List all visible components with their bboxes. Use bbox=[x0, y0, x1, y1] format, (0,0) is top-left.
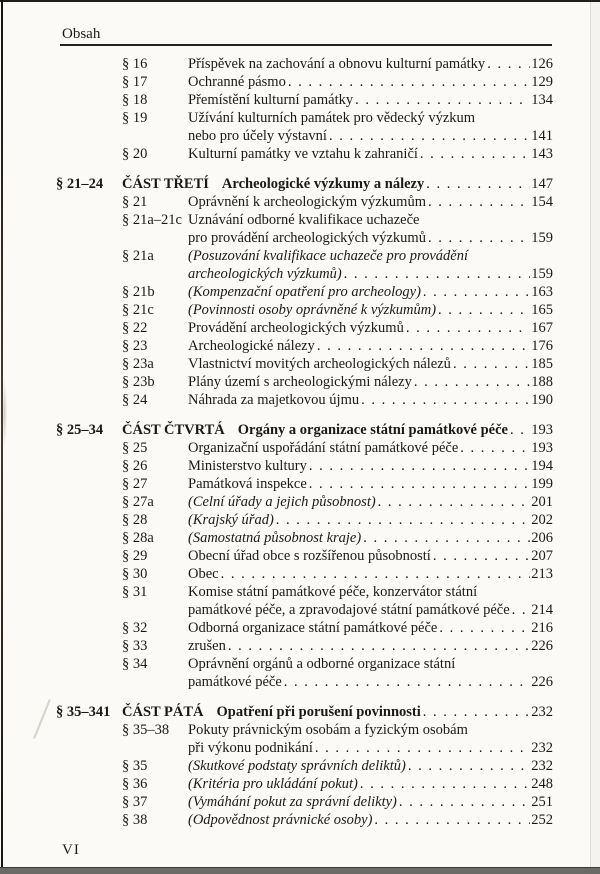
section-label: § 37 bbox=[122, 794, 148, 810]
entry-title: Ochranné pásmo bbox=[188, 74, 286, 90]
page-ref: 129 bbox=[531, 74, 553, 90]
scan-edge-right-line bbox=[590, 0, 591, 874]
entry-title: (Krajský úřad) bbox=[188, 512, 274, 528]
section-label: § 23 bbox=[122, 338, 148, 354]
part-range-label: § 25–34 bbox=[56, 422, 104, 438]
part-range-label bbox=[56, 373, 122, 391]
toc-row bbox=[56, 265, 553, 283]
scan-edge-top bbox=[0, 0, 600, 2]
entry-title: Provádění archeologických výzkumů bbox=[188, 320, 404, 336]
toc-line bbox=[122, 421, 553, 439]
entry-title: Orgány a organizace státní památkové péče bbox=[237, 422, 508, 438]
toc-row bbox=[56, 301, 553, 319]
toc-line bbox=[188, 583, 553, 601]
part-range-label bbox=[56, 193, 122, 211]
toc-row bbox=[56, 283, 553, 301]
page-ref: 134 bbox=[531, 92, 553, 108]
dot-leader bbox=[439, 619, 530, 637]
toc-row bbox=[56, 601, 553, 619]
dot-leader bbox=[228, 637, 530, 655]
page-ref: 185 bbox=[531, 356, 553, 372]
toc-line bbox=[188, 655, 553, 673]
part-range-label bbox=[56, 391, 122, 409]
part-range-label bbox=[56, 565, 122, 583]
dot-leader bbox=[428, 193, 530, 211]
page-ref: 226 bbox=[531, 638, 553, 654]
section-label: § 18 bbox=[122, 92, 148, 108]
entry-title: (Odpovědnost právnické osoby) bbox=[188, 812, 373, 828]
entry-title: zrušen bbox=[188, 638, 226, 654]
toc-line bbox=[122, 703, 553, 721]
part-range-label bbox=[56, 247, 122, 265]
section-label bbox=[122, 265, 188, 283]
dot-leader bbox=[406, 319, 530, 337]
toc-row bbox=[56, 547, 553, 565]
toc-row bbox=[56, 439, 553, 457]
page-ref: 165 bbox=[531, 302, 553, 318]
toc-line bbox=[188, 757, 553, 775]
toc-row bbox=[56, 775, 553, 793]
part-range-label bbox=[56, 337, 122, 355]
dot-leader bbox=[284, 673, 530, 691]
entry-title: Přemístění kulturní památky bbox=[188, 92, 354, 108]
toc-line bbox=[188, 529, 553, 547]
section-label: § 32 bbox=[122, 620, 148, 636]
section-label: § 38 bbox=[122, 812, 148, 828]
section-label: § 17 bbox=[122, 74, 148, 90]
toc-line bbox=[188, 391, 553, 409]
section-label: § 23a bbox=[122, 356, 154, 372]
section-label: § 27 bbox=[122, 476, 148, 492]
section-label: § 24 bbox=[122, 392, 148, 408]
part-range-label bbox=[56, 73, 122, 91]
part-range-label bbox=[56, 673, 122, 691]
part-range-label bbox=[56, 601, 122, 619]
part-range-label bbox=[56, 811, 122, 829]
toc-row bbox=[56, 457, 553, 475]
toc-row bbox=[56, 91, 553, 109]
toc-row bbox=[56, 583, 553, 601]
part-range-label bbox=[56, 439, 122, 457]
toc-row bbox=[56, 355, 553, 373]
toc-line bbox=[188, 355, 553, 373]
toc-line bbox=[188, 457, 553, 475]
dot-leader bbox=[360, 775, 530, 793]
toc-row bbox=[56, 145, 553, 163]
page-ref: 206 bbox=[531, 530, 553, 546]
entry-title: pro provádění archeologických výzkumů bbox=[188, 230, 426, 246]
toc-row bbox=[56, 721, 553, 739]
entry-title: (Skutkové podstaty správních deliktů) bbox=[188, 758, 406, 774]
toc-row bbox=[56, 565, 553, 583]
toc-line bbox=[188, 247, 553, 265]
dot-leader bbox=[276, 511, 530, 529]
dot-leader bbox=[512, 601, 531, 619]
page-ref: 194 bbox=[531, 458, 553, 474]
entry-title: Obec bbox=[188, 566, 219, 582]
toc-line bbox=[188, 439, 553, 457]
page-ref: 252 bbox=[531, 812, 553, 828]
entry-title: Opatření při porušení povinnosti bbox=[216, 704, 421, 720]
dot-leader bbox=[288, 73, 530, 91]
toc-line bbox=[188, 73, 553, 91]
dot-leader bbox=[438, 301, 530, 319]
toc-line bbox=[188, 637, 553, 655]
entry-title: památkové péče bbox=[188, 674, 282, 690]
toc-row bbox=[56, 229, 553, 247]
section-label: § 30 bbox=[122, 566, 148, 582]
section-label: § 23b bbox=[122, 374, 155, 390]
part-range-label bbox=[56, 355, 122, 373]
entry-title: archeologických výzkumů) bbox=[188, 266, 342, 282]
section-label: § 21a bbox=[122, 248, 154, 264]
section-label: § 34 bbox=[122, 656, 148, 672]
page-ref: 143 bbox=[531, 146, 553, 162]
header-rule bbox=[60, 44, 552, 46]
section-label bbox=[122, 229, 188, 247]
dot-leader bbox=[487, 55, 530, 73]
entry-title: Organizační uspořádání státní památkové péče bbox=[188, 440, 459, 456]
section-label: § 19 bbox=[122, 110, 148, 126]
entry-title: Uznávání odborné kvalifikace uchazeče bbox=[188, 212, 420, 228]
entry-title: Archeologické výzkumy a nálezy bbox=[221, 176, 425, 192]
toc-row bbox=[56, 319, 553, 337]
section-label: § 20 bbox=[122, 146, 148, 162]
toc-row bbox=[56, 373, 553, 391]
toc-line bbox=[188, 739, 553, 757]
part-range-label bbox=[56, 283, 122, 301]
toc-line bbox=[188, 145, 553, 163]
toc-row bbox=[56, 793, 553, 811]
toc-row bbox=[56, 739, 553, 757]
entry-title: Odborná organizace státní památkové péče bbox=[188, 620, 438, 636]
entry-title: Obecní úřad obce s rozšířenou působností bbox=[188, 548, 431, 564]
entry-title: památkové péče, a zpravodajové státní památkové péče bbox=[188, 602, 510, 618]
dot-leader bbox=[361, 391, 530, 409]
page-ref: 207 bbox=[531, 548, 553, 564]
entry-title: Komise státní památkové péče, konzervátor státní bbox=[188, 584, 478, 600]
part-range-label bbox=[56, 457, 122, 475]
toc-row bbox=[56, 193, 553, 211]
part-range-label bbox=[56, 529, 122, 547]
toc-row bbox=[56, 391, 553, 409]
entry-title: (Samostatná působnost kraje) bbox=[188, 530, 362, 546]
toc-row bbox=[56, 109, 553, 127]
toc-line bbox=[188, 319, 553, 337]
part-range-label bbox=[56, 319, 122, 337]
toc-line bbox=[188, 493, 553, 511]
page-ref: 126 bbox=[531, 56, 553, 72]
page-ref: 159 bbox=[531, 230, 553, 246]
toc-line bbox=[188, 283, 553, 301]
page-header-title: Obsah bbox=[62, 26, 101, 42]
page-ref: 214 bbox=[531, 602, 553, 618]
section-label: § 31 bbox=[122, 584, 148, 600]
toc-row bbox=[56, 247, 553, 265]
scan-smudge bbox=[2, 378, 7, 448]
section-label bbox=[122, 739, 188, 757]
section-label: § 36 bbox=[122, 776, 148, 792]
entry-title: Oprávnění orgánů a odborné organizace státní bbox=[188, 656, 456, 672]
section-label: § 27a bbox=[122, 494, 154, 510]
part-heading: ČÁST ČTVRTÁ bbox=[122, 422, 225, 438]
table-of-contents bbox=[56, 55, 553, 829]
entry-title: Plány území s archeologickými nálezy bbox=[188, 374, 412, 390]
toc-line bbox=[188, 565, 553, 583]
section-label: § 28 bbox=[122, 512, 148, 528]
page-ref: 193 bbox=[531, 422, 553, 438]
part-range-label bbox=[56, 145, 122, 163]
entry-title: Archeologické nálezy bbox=[188, 338, 315, 354]
page-ref: 202 bbox=[531, 512, 553, 528]
toc-row bbox=[56, 73, 553, 91]
section-label: § 25 bbox=[122, 440, 148, 456]
toc-line bbox=[188, 721, 553, 739]
toc-row bbox=[56, 529, 553, 547]
toc-row bbox=[56, 337, 553, 355]
toc-row bbox=[56, 811, 553, 829]
page-ref: 232 bbox=[531, 740, 553, 756]
part-range-label bbox=[56, 775, 122, 793]
toc-line bbox=[188, 337, 553, 355]
toc-line bbox=[188, 91, 553, 109]
dot-leader bbox=[317, 337, 530, 355]
toc-line bbox=[188, 475, 553, 493]
dot-leader bbox=[423, 703, 530, 721]
entry-title: Náhrada za majetkovou újmu bbox=[188, 392, 360, 408]
toc-row bbox=[56, 655, 553, 673]
toc-row bbox=[56, 475, 553, 493]
dot-leader bbox=[344, 265, 531, 283]
entry-title: (Povinnosti osoby oprávněné k výzkumům) bbox=[188, 302, 437, 318]
toc-row bbox=[56, 211, 553, 229]
dot-leader bbox=[426, 175, 530, 193]
toc-line bbox=[188, 511, 553, 529]
dot-leader bbox=[363, 529, 530, 547]
part-range-label bbox=[56, 265, 122, 283]
toc-line bbox=[188, 301, 553, 319]
part-range-label bbox=[56, 127, 122, 145]
toc-line bbox=[188, 55, 553, 73]
page-ref: 216 bbox=[531, 620, 553, 636]
toc-line bbox=[188, 547, 553, 565]
toc-line bbox=[188, 811, 553, 829]
part-range-label bbox=[56, 475, 122, 493]
scan-edge-right bbox=[590, 0, 600, 874]
page-ref: 147 bbox=[531, 176, 553, 192]
part-range-label bbox=[56, 109, 122, 127]
part-range-label bbox=[56, 493, 122, 511]
toc-row bbox=[56, 703, 553, 721]
toc-line bbox=[188, 775, 553, 793]
part-range-label: § 21–24 bbox=[56, 176, 104, 192]
toc-line bbox=[188, 265, 553, 283]
section-label bbox=[122, 673, 188, 691]
page-ref: 226 bbox=[531, 674, 553, 690]
dot-leader bbox=[329, 127, 530, 145]
toc-line bbox=[188, 109, 553, 127]
entry-title: Vlastnictví movitých archeologických nálezů bbox=[188, 356, 451, 372]
page-ref: 199 bbox=[531, 476, 553, 492]
toc-row bbox=[56, 637, 553, 655]
toc-row bbox=[56, 619, 553, 637]
toc-line bbox=[188, 193, 553, 211]
page-ref: 251 bbox=[531, 794, 553, 810]
entry-title: Ministerstvo kultury bbox=[188, 458, 307, 474]
entry-title: Užívání kulturních památek pro vědecký výzkum bbox=[188, 110, 476, 126]
part-heading: ČÁST PÁTÁ bbox=[122, 704, 204, 720]
toc-line bbox=[188, 373, 553, 391]
page-ref: 201 bbox=[531, 494, 553, 510]
part-range-label bbox=[56, 757, 122, 775]
dot-leader bbox=[374, 811, 530, 829]
dot-leader bbox=[433, 547, 530, 565]
section-label: § 21c bbox=[122, 302, 154, 318]
page-ref: 154 bbox=[531, 194, 553, 210]
dot-leader bbox=[460, 439, 530, 457]
page-ref: 193 bbox=[531, 440, 553, 456]
entry-title: Příspěvek na zachování a obnovu kulturní památky bbox=[188, 56, 486, 72]
entry-title: (Celní úřady a jejich působnost) bbox=[188, 494, 376, 510]
part-range-label bbox=[56, 55, 122, 73]
section-label: § 21 bbox=[122, 194, 148, 210]
section-label: § 28a bbox=[122, 530, 154, 546]
page-ref: 248 bbox=[531, 776, 553, 792]
entry-title: Oprávnění k archeologickým výzkumům bbox=[188, 194, 426, 210]
page-ref: 190 bbox=[531, 392, 553, 408]
part-range-label bbox=[56, 583, 122, 601]
page-ref: 188 bbox=[531, 374, 553, 390]
entry-title: Kulturní památky ve vztahu k zahraničí bbox=[188, 146, 418, 162]
dot-leader bbox=[453, 355, 530, 373]
page-ref: 141 bbox=[531, 128, 553, 144]
dot-leader bbox=[221, 565, 531, 583]
dot-leader bbox=[378, 493, 531, 511]
toc-line bbox=[188, 127, 553, 145]
section-label bbox=[122, 127, 188, 145]
part-range-label bbox=[56, 793, 122, 811]
section-label: § 35 bbox=[122, 758, 148, 774]
toc-row bbox=[56, 673, 553, 691]
dot-leader bbox=[510, 421, 530, 439]
entry-title: nebo pro účely výstavní bbox=[188, 128, 327, 144]
part-range-label bbox=[56, 739, 122, 757]
toc-line bbox=[188, 229, 553, 247]
page-ref: 167 bbox=[531, 320, 553, 336]
toc-line bbox=[188, 211, 553, 229]
dot-leader bbox=[428, 229, 530, 247]
part-range-label bbox=[56, 511, 122, 529]
dot-leader bbox=[309, 475, 530, 493]
part-range-label bbox=[56, 619, 122, 637]
entry-title: (Posuzování kvalifikace uchazeče pro provádění bbox=[188, 248, 468, 264]
toc-row bbox=[56, 421, 553, 439]
part-range-label bbox=[56, 229, 122, 247]
entry-title: (Kritéria pro ukládání pokut) bbox=[188, 776, 358, 792]
entry-title: Památková inspekce bbox=[188, 476, 307, 492]
section-label: § 35–38 bbox=[122, 722, 170, 738]
toc-row bbox=[56, 757, 553, 775]
section-label: § 33 bbox=[122, 638, 148, 654]
part-range-label bbox=[56, 211, 122, 229]
dot-leader bbox=[315, 739, 530, 757]
scan-crease bbox=[33, 699, 51, 739]
section-label: § 22 bbox=[122, 320, 148, 336]
toc-row bbox=[56, 127, 553, 145]
dot-leader bbox=[420, 145, 530, 163]
toc-row bbox=[56, 55, 553, 73]
toc-line bbox=[188, 601, 553, 619]
section-label: § 21a–21c bbox=[122, 212, 182, 228]
section-label: § 29 bbox=[122, 548, 148, 564]
toc-row bbox=[56, 511, 553, 529]
page-ref: 232 bbox=[531, 758, 553, 774]
part-range-label bbox=[56, 637, 122, 655]
part-range-label bbox=[56, 721, 122, 739]
entry-title: při výkonu podnikání bbox=[188, 740, 313, 756]
dot-leader bbox=[414, 373, 530, 391]
part-heading: ČÁST TŘETÍ bbox=[122, 176, 209, 192]
toc-line bbox=[122, 175, 553, 193]
toc-line bbox=[188, 619, 553, 637]
part-range-label bbox=[56, 547, 122, 565]
section-label: § 21b bbox=[122, 284, 155, 300]
page-ref: 163 bbox=[531, 284, 553, 300]
part-range-label bbox=[56, 91, 122, 109]
dot-leader bbox=[355, 91, 530, 109]
page-ref: 159 bbox=[531, 266, 553, 282]
toc-row bbox=[56, 493, 553, 511]
dot-leader bbox=[408, 757, 530, 775]
section-label: § 16 bbox=[122, 56, 148, 72]
page-ref: 232 bbox=[531, 704, 553, 720]
entry-title: (Vymáhání pokut za správní delikty) bbox=[188, 794, 397, 810]
page-number: VI bbox=[62, 842, 80, 858]
dot-leader bbox=[309, 457, 530, 475]
page-ref: 213 bbox=[531, 566, 553, 582]
scan-edge-bottom bbox=[0, 867, 600, 874]
toc-row bbox=[56, 175, 553, 193]
part-range-label: § 35–341 bbox=[56, 704, 111, 720]
part-range-label bbox=[56, 655, 122, 673]
part-range-label bbox=[56, 301, 122, 319]
dot-leader bbox=[423, 283, 530, 301]
dot-leader bbox=[399, 793, 530, 811]
section-label bbox=[122, 601, 188, 619]
page-ref: 176 bbox=[531, 338, 553, 354]
entry-title: (Kompenzační opatření pro archeology) bbox=[188, 284, 421, 300]
toc-line bbox=[188, 673, 553, 691]
section-label: § 26 bbox=[122, 458, 148, 474]
toc-line bbox=[188, 793, 553, 811]
entry-title: Pokuty právnickým osobám a fyzickým osobám bbox=[188, 722, 468, 738]
